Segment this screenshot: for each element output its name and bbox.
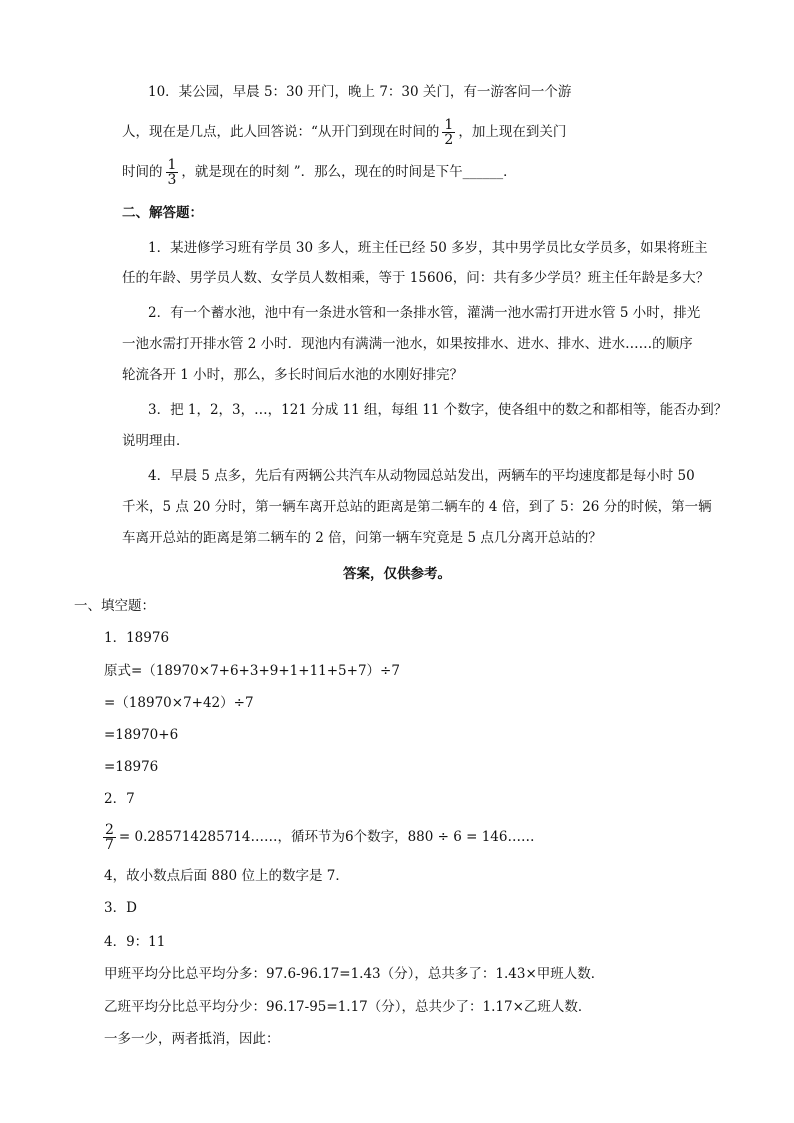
- q3-line1: 3．把 1，2，3，…，121 分成 11 组，每组 11 个数字，使各组中的数之和都相等，能否办到？: [148, 402, 728, 418]
- answer-title: 答案，仅供参考。: [343, 566, 451, 582]
- q2-line2: 一池水需打开排水管 2 小时．现池内有满满一池水，如果按排水、进水、排水、进水……的顺序: [122, 336, 693, 352]
- a4-head: 4．9：11: [104, 934, 166, 950]
- fraction-numerator: 2: [105, 822, 114, 838]
- a2-line1-text: = 0.285714285714……，循环节为6个数字，880 ÷ 6 = 146……: [118, 829, 535, 845]
- a1-step4: =18976: [104, 759, 159, 775]
- q2-line1: 2．有一个蓄水池，池中有一条进水管和一条排水管，灌满一池水需打开进水管 5 小时，排光: [148, 305, 701, 321]
- a1-step1: 原式=（18970×7+6+3+9+1+11+5+7）÷7: [104, 663, 400, 679]
- section1-title: 一、填空题：: [74, 598, 155, 614]
- fraction-denominator: 3: [167, 172, 177, 188]
- a2-head: 2．7: [104, 791, 135, 807]
- q2-line3: 轮流各开 1 小时，那么，多长时间后水池的水刚好排完？: [122, 367, 464, 383]
- a4-line1: 甲班平均分比总平均分多：97.6-96.17=1.43（分），总共多了：1.43×甲班人数．: [104, 966, 605, 982]
- q4-line3: 车离开总站的距离是第二辆车的 2 倍，问第一辆车究竟是 5 点几分离开总站的？: [122, 530, 602, 546]
- fraction-denominator: 2: [444, 132, 454, 148]
- fraction-numerator: 1: [444, 117, 454, 133]
- a4-line2: 乙班平均分比总平均分少：96.17-95=1.17（分），总共少了：1.17×乙班人数．: [104, 999, 592, 1015]
- problem10-line3-a: 时间的: [122, 164, 163, 180]
- fraction-two-sevenths: [103, 823, 116, 852]
- a2-line2: 4，故小数点后面 880 位上的数字是 7．: [104, 868, 349, 884]
- a3-head: 3．D: [104, 900, 137, 916]
- a1-step3: =18970+6: [104, 727, 179, 743]
- problem10-line3-b: ，就是现在的时刻 ”．那么，现在的时间是下午______．: [181, 164, 517, 180]
- problem10-line3: [122, 152, 517, 192]
- problem10-line2: [122, 112, 566, 152]
- a1-head: 1．18976: [104, 630, 170, 646]
- a2-line1: [100, 817, 534, 857]
- problem10-line1: 10．某公园，早晨 5：30 开门，晚上 7：30 关门，有一游客问一个游: [148, 84, 572, 100]
- q4-line1: 4．早晨 5 点多，先后有两辆公共汽车从动物园总站发出，两辆车的平均速度都是每小时 50: [148, 468, 695, 484]
- fraction-numerator: 1: [167, 157, 177, 173]
- problem10-line2-b: ，加上现在到关门: [458, 124, 567, 140]
- q4-line2: 千米，5 点 20 分时，第一辆车离开总站的距离是第二辆车的 4 倍，到了 5：26 分的时候，第一辆: [122, 499, 712, 515]
- fraction-one-half: [442, 118, 455, 147]
- q1-line1: 1．某进修学习班有学员 30 多人，班主任已经 50 多岁，其中男学员比女学员多，如果将班主: [148, 240, 708, 256]
- a4-line3: 一多一少，两者抵消，因此：: [104, 1031, 280, 1047]
- fraction-denominator: 7: [105, 837, 114, 853]
- q1-line2: 任的年龄、男学员人数、女学员人数相乘，等于 15606，问：共有多少学员？班主任年龄是多大？: [122, 270, 710, 286]
- fraction-one-third: [166, 158, 179, 187]
- a1-step2: =（18970×7+42）÷7: [104, 695, 254, 711]
- problem10-line2-a: 人，现在是几点，此人回答说：“从开门到现在时间的: [122, 124, 440, 140]
- q3-line2: 说明理由．: [122, 433, 190, 449]
- section2-title: 二、解答题：: [122, 205, 203, 221]
